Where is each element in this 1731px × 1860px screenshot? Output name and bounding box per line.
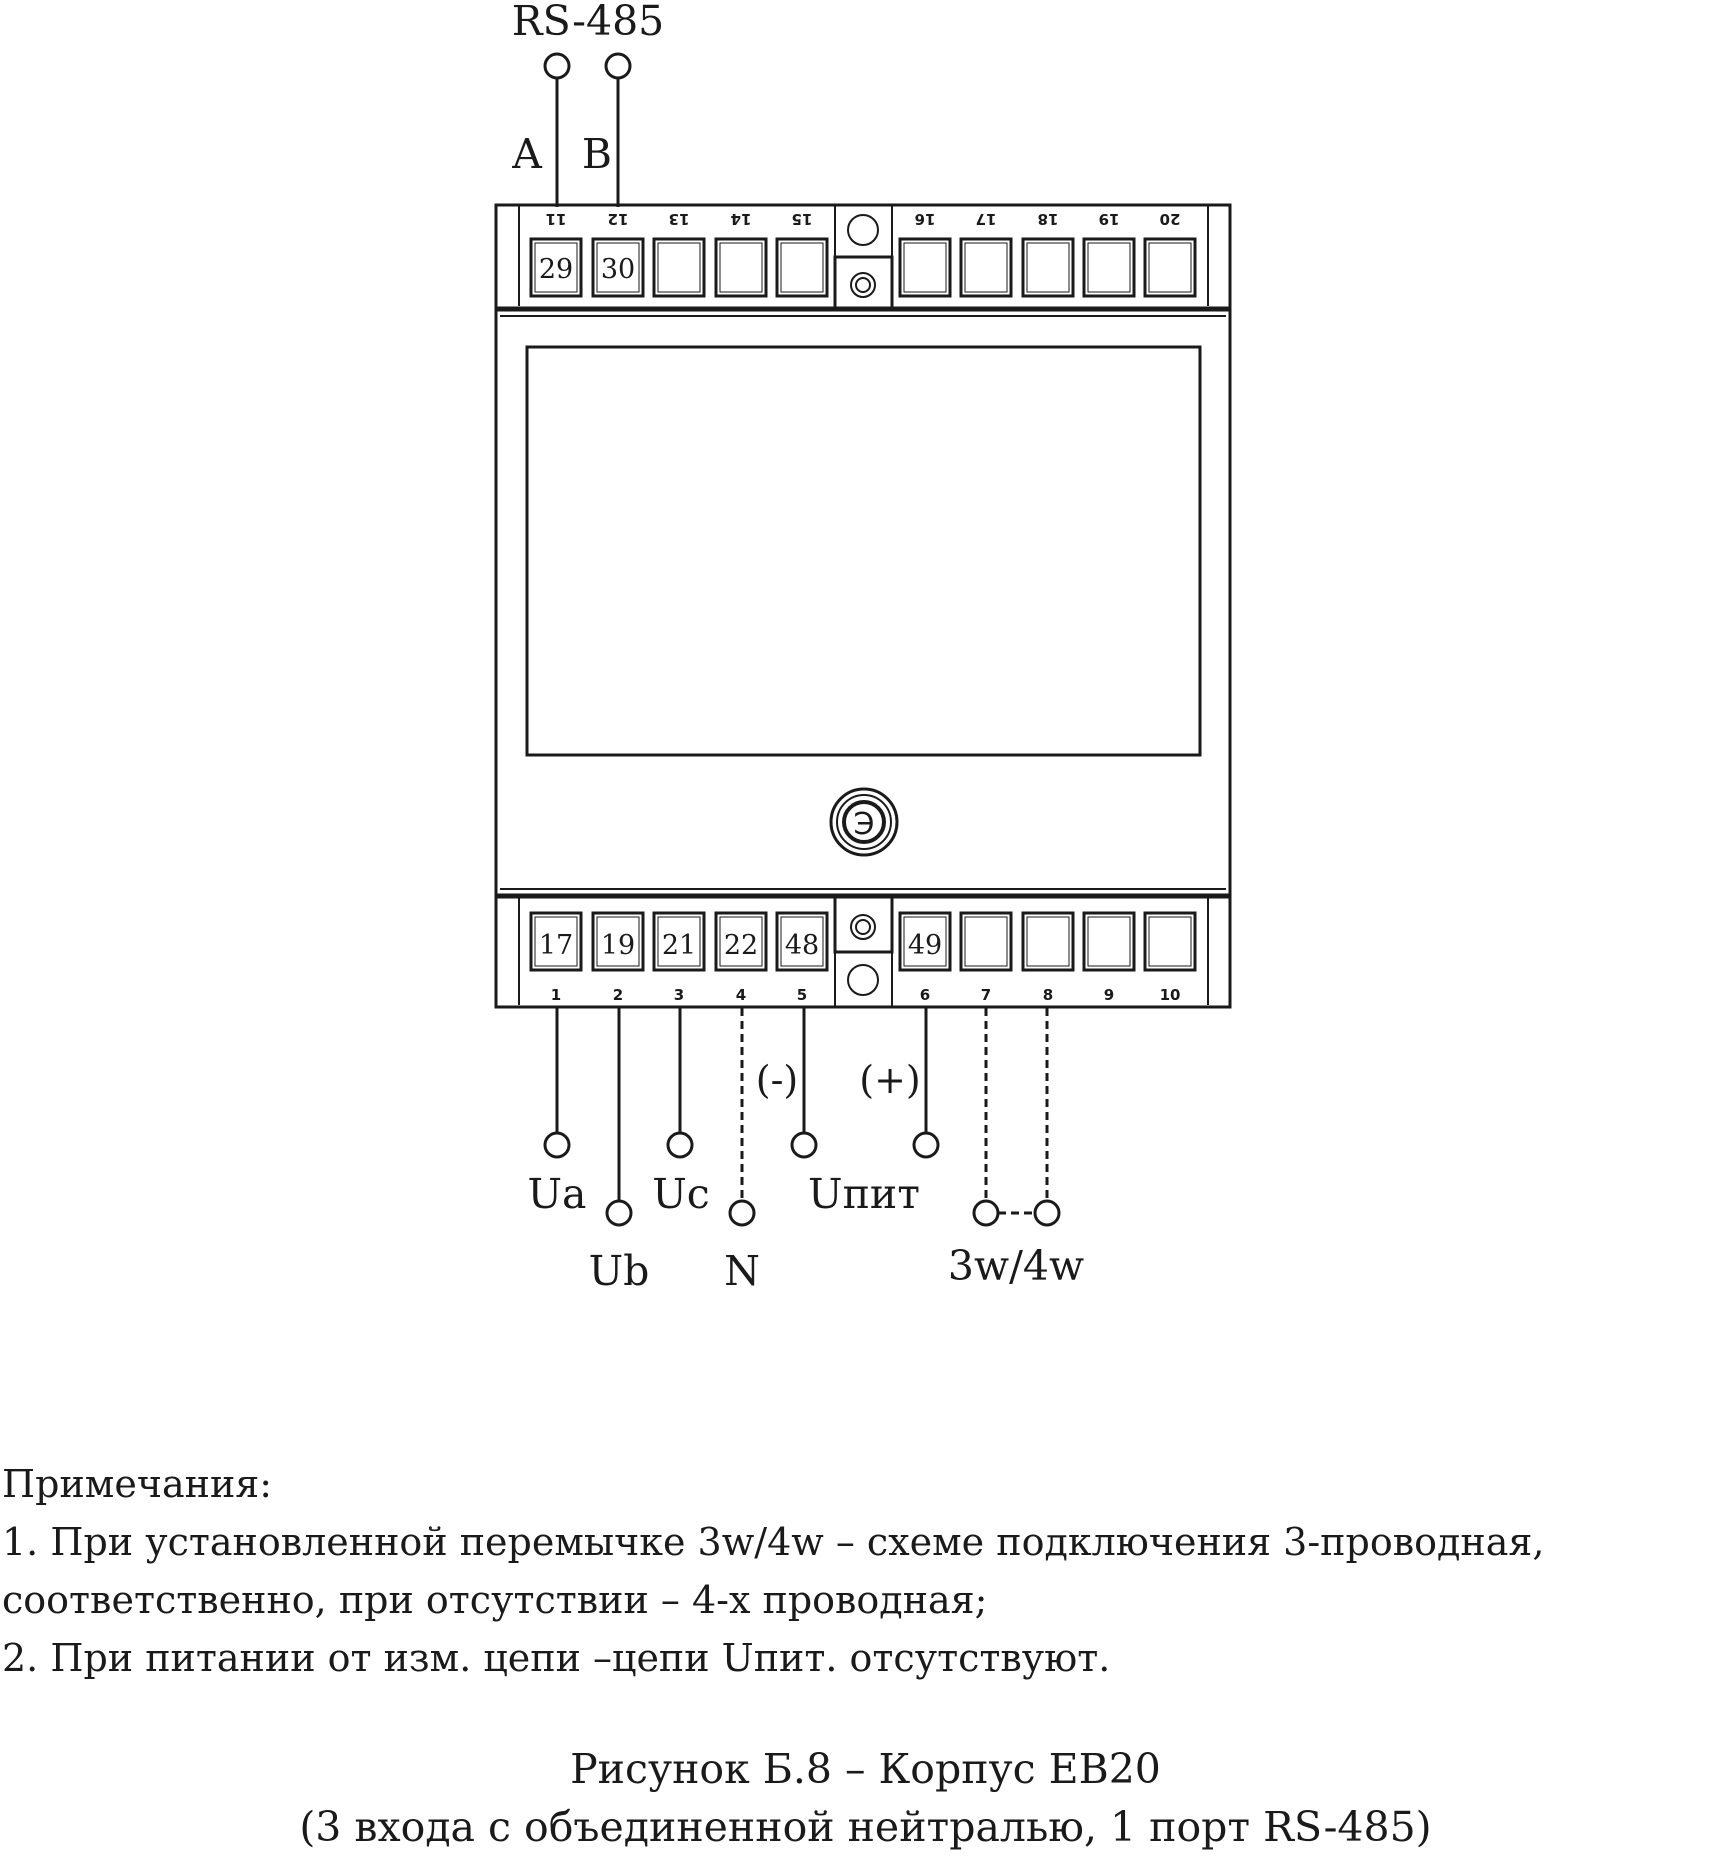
top-terminal-number: 19 — [1098, 210, 1120, 228]
top-terminal-number: 11 — [545, 210, 567, 228]
label-plus: (+) — [859, 1058, 921, 1102]
top-terminal-number: 20 — [1159, 210, 1181, 228]
bottom-terminal-pin: 49 — [907, 930, 943, 961]
bottom-terminal-pin: 21 — [661, 930, 697, 961]
top-terminal-box — [1023, 239, 1073, 296]
top-terminal-number: 12 — [607, 210, 629, 228]
terminal-n-circle — [730, 1201, 754, 1225]
notes-line-3: 2. При питании от изм. цепи –цепи Uпит. отсутствуют. — [2, 1636, 1111, 1680]
bottom-terminal-number: 6 — [919, 986, 931, 1004]
label-n: N — [724, 1247, 760, 1295]
top-terminal-box — [900, 239, 950, 296]
bottom-wires — [545, 1008, 1059, 1225]
bottom-terminal-number: 10 — [1159, 986, 1181, 1004]
bottom-terminal-row — [531, 913, 1195, 1004]
bottom-terminal-number: 9 — [1103, 986, 1115, 1004]
top-terminal-number: 15 — [791, 210, 813, 228]
jumper-left-circle — [974, 1201, 998, 1225]
bottom-terminal-box — [961, 913, 1011, 970]
notes-heading: Примечания: — [2, 1462, 273, 1506]
bottom-terminal-number: 8 — [1042, 986, 1054, 1004]
top-terminal-box — [1084, 239, 1134, 296]
wire-label-b: B — [581, 130, 613, 178]
bottom-terminal-box — [1145, 913, 1195, 970]
top-terminal-row — [531, 210, 1195, 296]
top-terminal-number: 13 — [668, 210, 690, 228]
notes-line-1: 1. При установленной перемычке 3w/4w – схеме подключения 3-проводная, — [2, 1520, 1545, 1564]
label-jumper: 3w/4w — [947, 1242, 1085, 1290]
top-terminal-pin: 30 — [600, 254, 636, 285]
bottom-terminal-pin: 19 — [600, 930, 636, 961]
notes-block — [2, 1455, 1727, 1687]
top-terminal-number: 17 — [975, 210, 997, 228]
display-window — [527, 347, 1200, 755]
bottom-terminal-box — [1084, 913, 1134, 970]
top-terminal-number: 18 — [1037, 210, 1059, 228]
jumper-right-circle — [1035, 1201, 1059, 1225]
bottom-terminal-number: 2 — [612, 986, 624, 1004]
svg-text:Э: Э — [853, 807, 875, 842]
bottom-terminal-pin: 17 — [538, 930, 574, 961]
bottom-terminal-box — [1023, 913, 1073, 970]
top-clip — [835, 205, 892, 308]
logo-mark — [831, 789, 897, 855]
top-terminal-box — [654, 239, 704, 296]
terminal-uc-circle — [668, 1133, 692, 1157]
bottom-terminal-number: 7 — [980, 986, 992, 1004]
label-upit: Uпит — [808, 1170, 920, 1218]
label-minus: (-) — [755, 1058, 799, 1102]
bottom-terminal-pin: 48 — [784, 930, 820, 961]
top-terminal-box — [961, 239, 1011, 296]
terminal-plus-circle — [914, 1133, 938, 1157]
top-terminal-pin: 29 — [538, 254, 574, 285]
terminal-minus-circle — [792, 1133, 816, 1157]
bottom-terminal-pin: 22 — [723, 930, 759, 961]
terminal-ub-circle — [607, 1201, 631, 1225]
figure-caption-subtitle: (3 входа с объединенной нейтралью, 1 порт RS-485) — [299, 1803, 1432, 1851]
label-ua: Ua — [527, 1170, 587, 1218]
bottom-terminal-number: 1 — [550, 986, 562, 1004]
top-terminal-box — [1145, 239, 1195, 296]
top-terminal-box — [716, 239, 766, 296]
top-terminal-number: 14 — [730, 210, 752, 228]
bottom-terminal-number: 3 — [673, 986, 685, 1004]
top-terminal-number: 16 — [914, 210, 936, 228]
figure-caption-title: Рисунок Б.8 – Корпус ЕВ20 — [570, 1745, 1161, 1793]
bottom-terminal-number: 4 — [735, 986, 747, 1004]
wire-label-a: A — [512, 130, 542, 178]
bottom-terminal-number: 5 — [796, 986, 808, 1004]
label-ub: Ub — [588, 1247, 650, 1295]
notes-line-2: соответственно, при отсутствии – 4-х проводная; — [2, 1578, 988, 1622]
label-uc: Uc — [652, 1170, 710, 1218]
terminal-ua-circle — [545, 1133, 569, 1157]
top-terminal-box — [777, 239, 827, 296]
rs485-label: RS-485 — [511, 0, 665, 45]
bottom-clip — [835, 897, 892, 1007]
